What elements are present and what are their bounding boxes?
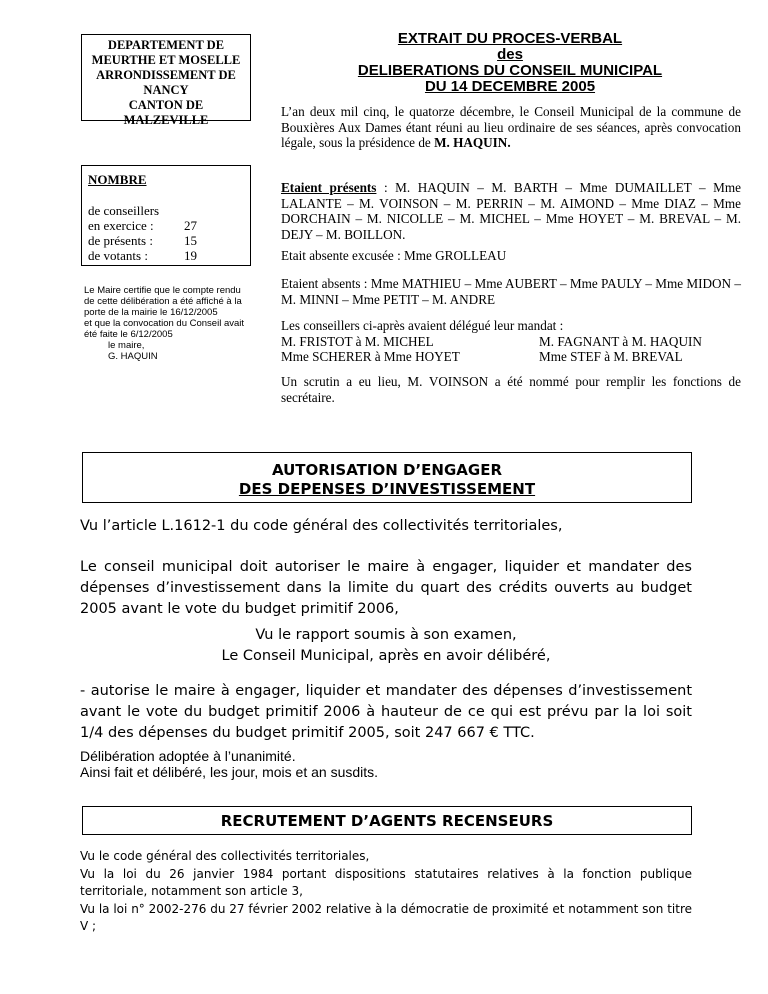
signature-name: G. HAQUIN: [108, 351, 158, 362]
nombre-box: [81, 165, 251, 266]
section1-ainsi: Ainsi fait et délibéré, les jour, mois et an susdits.: [80, 764, 379, 780]
mandat-item: Mme SCHERER à Mme HOYET: [281, 349, 460, 364]
intro-paragraph: [281, 104, 741, 151]
certif-line: de cette délibération a été affiché à la: [84, 296, 242, 307]
presents-label: Etaient présents: [281, 180, 377, 195]
section2-line: Vu la loi n° 2002-276 du 27 février 2002 relative à la démocratie de proximité et notamment son titre V ;: [80, 901, 692, 933]
dept-line: ARRONDISSEMENT DE: [96, 68, 236, 82]
mandat-row: [281, 334, 741, 350]
intro-text: L’an deux mil cinq, le quatorze décembre, le Conseil Municipal de la commune de Bouxières Aux Dames étant réuni au lieu ordinaire de ses séances, après convocation légale, sous la présidence de: [281, 104, 741, 150]
excusee-text: Etait absente excusée : Mme GROLLEAU: [281, 248, 507, 263]
scrutin-paragraph: [281, 374, 741, 405]
nombre-row-value: 15: [184, 233, 197, 248]
section1-adoptee: Délibération adoptée à l’unanimité.: [80, 748, 296, 764]
dept-line: MALZEVILLE: [123, 113, 209, 127]
mandats-intro: Les conseillers ci-après avaient délégué leur mandat :: [281, 318, 564, 333]
president-name: M. HAQUIN.: [434, 135, 511, 150]
pv-title-line: EXTRAIT DU PROCES-VERBAL: [397, 30, 623, 47]
pv-title-line: DU 14 DECEMBRE 2005: [424, 78, 596, 95]
mandats-paragraph: [281, 318, 741, 365]
nombre-row-label: en exercice :: [88, 218, 154, 233]
nombre-label-text: de conseillers: [88, 203, 160, 218]
nombre-title: NOMBRE: [88, 172, 147, 187]
pv-title-line: des: [497, 46, 523, 63]
section1-title-box: [82, 452, 692, 503]
section1-rapport: Vu le rapport soumis à son examen,: [255, 627, 517, 643]
mandat-row: [281, 349, 741, 365]
absents-text: Etaient absents : Mme MATHIEU – Mme AUBERT – Mme PAULY – Mme MIDON – M. MINNI – Mme PETIT – M. ANDRE: [281, 276, 741, 307]
certif-line: Le Maire certifie que le compte rendu: [84, 285, 241, 296]
mandat-item: M. FRISTOT à M. MICHEL: [281, 333, 434, 349]
section1-delibere: Le Conseil Municipal, après en avoir délibéré,: [221, 648, 551, 664]
certification-note: [84, 285, 274, 362]
mandat-item: M. FAGNANT à M. HAQUIN: [539, 333, 702, 349]
section2-title: RECRUTEMENT D’AGENTS RECENSEURS: [220, 812, 554, 830]
pv-title: [300, 31, 720, 95]
dept-line: DEPARTEMENT DE: [107, 38, 225, 52]
section1-conseil: Le conseil municipal doit autoriser le maire à engager, liquider et mandater des dépenses d’investissement dans la limite du quart des crédits ouverts au budget 2005 avant le vote du budget primitif 2006,: [80, 559, 692, 617]
presents-list: : M. HAQUIN – M. BARTH – Mme DUMAILLET – Mme LALANTE – M. VOINSON – M. PERRIN – M. AIMOND – Mme DIAZ – Mme DORCHAIN – M. NICOLLE – M. MICHEL – Mme HOYET – M. BREVAL – M. DEJY – M. BOILLON.: [281, 180, 741, 242]
section2-line: Vu la loi du 26 janvier 1984 portant dispositions statutaires relatives à la fonction publique territoriale, notamment son article 3,: [80, 866, 692, 898]
section1-title-line1: AUTORISATION D’ENGAGER: [271, 461, 502, 479]
nombre-row-value: 19: [184, 248, 197, 263]
signature-title: le maire,: [108, 340, 145, 351]
dept-line: NANCY: [143, 83, 189, 97]
nombre-row-value: 27: [184, 218, 197, 233]
presents-paragraph: [281, 180, 741, 242]
nombre-row-label: de présents :: [88, 233, 153, 248]
section2-title-box: [82, 806, 692, 835]
pv-title-line: DELIBERATIONS DU CONSEIL MUNICIPAL: [357, 62, 663, 79]
section1-title-line2: DES DEPENSES D’INVESTISSEMENT: [238, 480, 536, 498]
dept-line: MEURTHE ET MOSELLE: [91, 53, 241, 67]
certif-line: porte de la mairie le 16/12/2005: [84, 307, 218, 318]
section1-autorise: - autorise le maire à engager, liquider et mandater des dépenses d’investissement avant le vote du budget primitif 2006 à hauteur de ce qui est prévu par la loi soit 1/4 des dépenses du budget primitif 2005, soit 247 667 € TTC.: [80, 683, 692, 741]
certif-line: été faite le 6/12/2005: [84, 329, 173, 340]
section2-body: [80, 848, 692, 936]
scrutin-text: Un scrutin a eu lieu, M. VOINSON a été nommé pour remplir les fonctions de secrétaire.: [281, 374, 741, 405]
excusee-paragraph: [281, 248, 741, 264]
dept-line: CANTON DE: [128, 98, 204, 112]
department-header: [81, 34, 251, 127]
nombre-row-label: de votants :: [88, 248, 148, 263]
section2-line: Vu le code général des collectivités territoriales,: [80, 849, 370, 863]
absents-paragraph: [281, 276, 741, 307]
section1-vu: Vu l’article L.1612-1 du code général des collectivités territoriales,: [80, 518, 563, 534]
certif-line: et que la convocation du Conseil avait: [84, 318, 245, 329]
mandat-item: Mme STEF à M. BREVAL: [539, 349, 683, 364]
